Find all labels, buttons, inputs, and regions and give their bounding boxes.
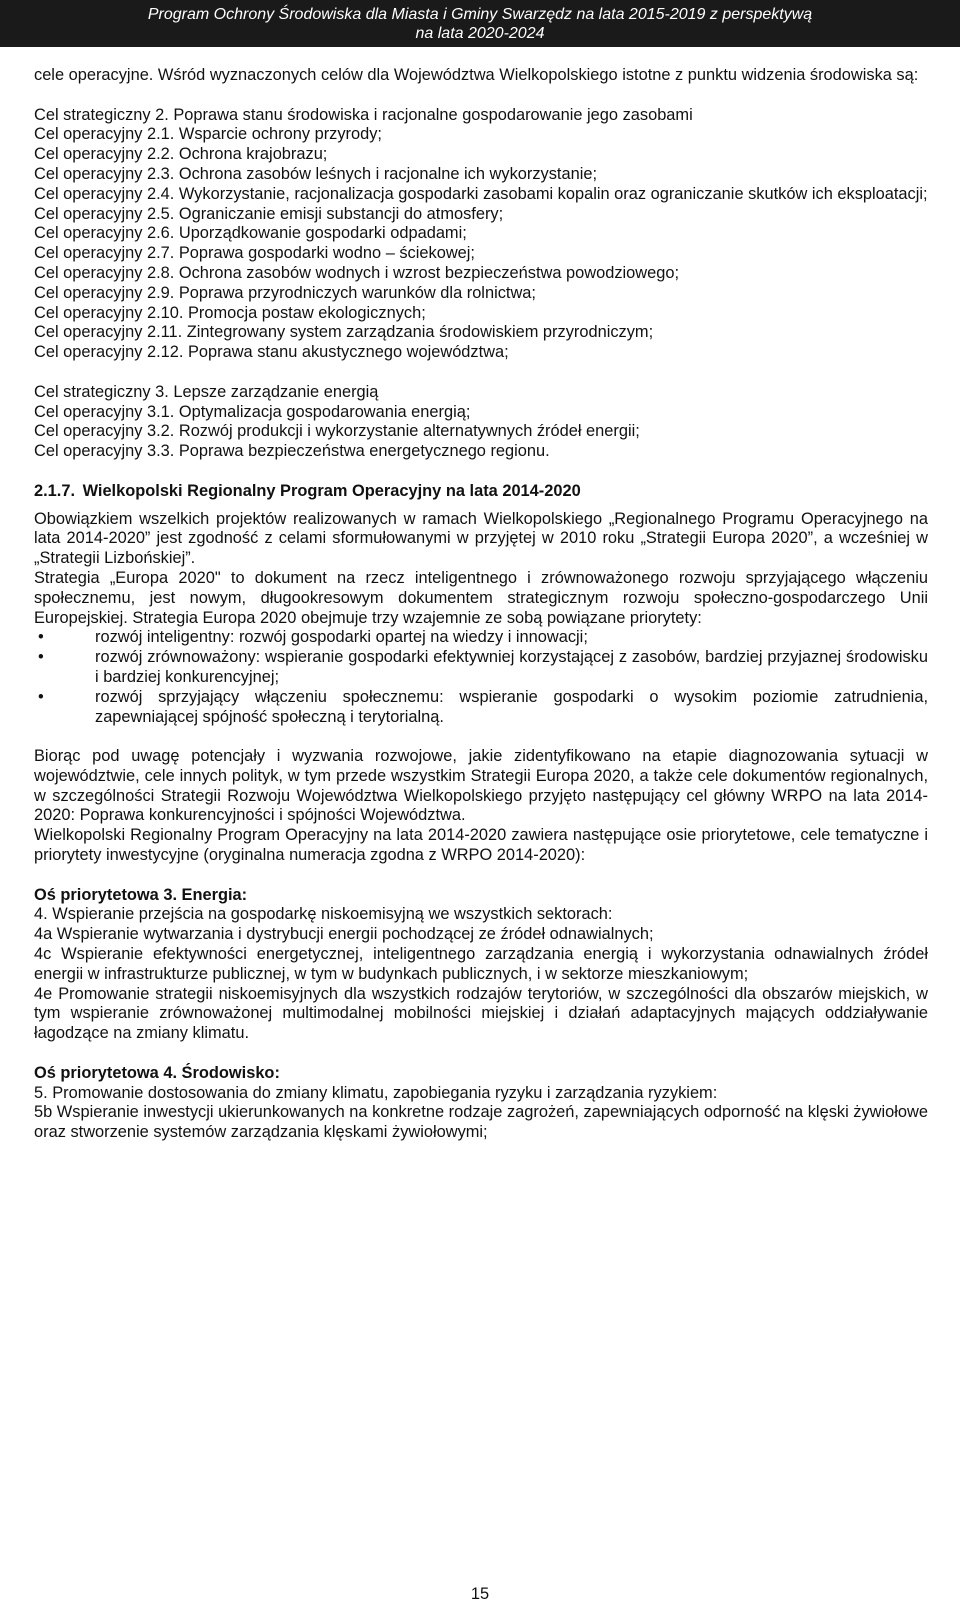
paragraph: Strategia „Europa 2020" to dokument na rzecz inteligentnego i zrównoważonego rozwoju sprzyjającego włączeniu społecznemu, jest nowym, długookresowym dokumentem strategicznym rozwoju społeczno-gospodarczego Unii Europejskiej. Strategia Europa 2020 obejmuje trzy wzajemnie ze sobą powiązane priorytety: (34, 568, 928, 627)
investment-priority: 4e Promowanie strategii niskoemisyjnych dla wszystkich rodzajów terytoriów, w szczególności dla obszarów miejskich, w tym wspieranie zrównoważonej multimodalnej mobilności miejskiej i działań adaptacyjnych mających oddziaływanie łagodzące na zmiany klimatu. (34, 984, 928, 1043)
investment-priority: 5. Promowanie dostosowania do zmiany klimatu, zapobiegania ryzyku i zarządzania ryzykiem: (34, 1083, 718, 1102)
section-heading (34, 482, 928, 502)
operational-goal: Cel operacyjny 2.11. Zintegrowany system zarządzania środowiskiem przyrodniczym; (34, 323, 654, 342)
operational-goal: Cel operacyjny 2.8. Ochrona zasobów wodnych i wzrost bezpieczeństwa powodziowego; (34, 263, 680, 282)
operational-goal: Cel operacyjny 2.5. Ograniczanie emisji substancji do atmosfery; (34, 204, 504, 223)
bullet-icon: • (38, 687, 44, 706)
priority-axis-3 (34, 886, 928, 1044)
investment-priority: 4c Wspieranie efektywności energetycznej, inteligentnego zarządzania energią i wykorzystania odnawialnych źródeł energii w infrastrukturze publicznej, w tym w budynkach publicznych, i w sektorze mieszkaniowym; (34, 945, 928, 983)
page-number: 15 (470, 1585, 490, 1603)
list-item (34, 628, 928, 648)
page-header (0, 0, 960, 47)
operational-goal: Cel operacyjny 2.3. Ochrona zasobów leśnych i racjonalne ich wykorzystanie; (34, 164, 598, 183)
document-body (34, 66, 928, 1143)
paragraph: Wielkopolski Regionalny Program Operacyjny na lata 2014-2020 zawiera następujące osie priorytetowe, cele tematyczne i priorytety inwestycyjne (oryginalna numeracja zgodna z WRPO 2014-2020): (34, 826, 928, 865)
paragraph: Obowiązkiem wszelkich projektów realizowanych w ramach Wielkopolskiego „Regionalnego Programu Operacyjnego na lata 2014-2020” jest zgodność z celami sformułowanymi w przyjętej w 2010 roku „Strategii Europa 2020”, a wcześniej w „Strategii Lizbońskiej”. (34, 509, 928, 568)
operational-goal: Cel operacyjny 2.10. Promocja postaw ekologicznych; (34, 303, 426, 322)
strategic-goal-title: Cel strategiczny 2. Poprawa stanu środowiska i racjonalne gospodarowanie jego zasobami (34, 105, 693, 124)
operational-goal: Cel operacyjny 2.1. Wsparcie ochrony przyrody; (34, 125, 382, 144)
list-item-text: rozwój inteligentny: rozwój gospodarki opartej na wiedzy i innowacji; (95, 628, 588, 647)
operational-goal: Cel operacyjny 3.3. Poprawa bezpieczeństwa energetycznego regionu. (34, 442, 550, 461)
list-item-text: rozwój zrównoważony: wspieranie gospodarki efektywniej korzystającej z zasobów, bardziej przyjaznej środowisku i bardziej konkurencyjnej; (95, 648, 928, 686)
investment-priority: 4a Wspieranie wytwarzania i dystrybucji energii pochodzącej ze źródeł odnawialnych; (34, 925, 654, 944)
list-item (34, 648, 928, 688)
bullet-icon: • (38, 628, 44, 647)
operational-goal: Cel operacyjny 2.6. Uporządkowanie gospodarki odpadami; (34, 224, 467, 243)
priority-list (34, 628, 928, 727)
intro-paragraph: cele operacyjne. Wśród wyznaczonych celów dla Województwa Wielkopolskiego istotne z punktu widzenia środowiska są: (34, 66, 919, 84)
section-title: Wielkopolski Regionalny Program Operacyjny na lata 2014-2020 (82, 481, 581, 500)
operational-goal: Cel operacyjny 2.2. Ochrona krajobrazu; (34, 145, 328, 164)
operational-goal: Cel operacyjny 2.12. Poprawa stanu akustycznego województwa; (34, 343, 509, 362)
strategic-goal-3 (34, 383, 928, 462)
strategic-goal-title: Cel strategiczny 3. Lepsze zarządzanie energią (34, 382, 379, 401)
header-line-1: Program Ochrony Środowiska dla Miasta i Gminy Swarzędz na lata 2015-2019 z perspektywą (147, 6, 813, 23)
priority-axis-title: Oś priorytetowa 4. Środowisko: (34, 1063, 280, 1082)
investment-priority: 4. Wspieranie przejścia na gospodarkę niskoemisyjną we wszystkich sektorach: (34, 905, 613, 924)
strategic-goal-2 (34, 106, 928, 363)
header-line-2: na lata 2020-2024 (415, 25, 545, 42)
operational-goal: Cel operacyjny 2.4. Wykorzystanie, racjonalizacja gospodarki zasobami kopalin oraz ograniczanie skutków ich eksploatacji; (34, 184, 928, 203)
operational-goal: Cel operacyjny 3.2. Rozwój produkcji i wykorzystanie alternatywnych źródeł energii; (34, 422, 640, 441)
operational-goal: Cel operacyjny 3.1. Optymalizacja gospodarowania energią; (34, 402, 471, 421)
section-number: 2.1.7. (34, 481, 76, 500)
priority-axis-4 (34, 1064, 928, 1143)
priority-axis-title: Oś priorytetowa 3. Energia: (34, 885, 248, 904)
operational-goal: Cel operacyjny 2.9. Poprawa przyrodniczych warunków dla rolnictwa; (34, 283, 536, 302)
operational-goal: Cel operacyjny 2.7. Poprawa gospodarki wodno – ściekowej; (34, 244, 475, 263)
list-item (34, 688, 928, 728)
paragraph: Biorąc pod uwagę potencjały i wyzwania rozwojowe, jakie zidentyfikowano na etapie diagnozowania sytuacji w województwie, cele innych polityk, w tym przede wszystkim Strategii Europa 2020, a także cele dokumentów regionalnych, w szczególności Strategii Rozwoju Województwa Wielkopolskiego przyjęto następujący cel główny WRPO na lata 2014-2020: Poprawa konkurencyjności i spójności Województwa. (34, 747, 928, 825)
bullet-icon: • (38, 648, 44, 667)
list-item-text: rozwój sprzyjający włączeniu społecznemu: wspieranie gospodarki o wysokim poziomie zatrudnienia, zapewniającej spójność społeczną i terytorialną. (95, 687, 928, 726)
investment-priority: 5b Wspieranie inwestycji ukierunkowanych na konkretne rodzaje zagrożeń, zapewniających odporność na klęski żywiołowe oraz stworzenie systemów zarządzania klęskami żywiołowymi; (34, 1103, 928, 1142)
